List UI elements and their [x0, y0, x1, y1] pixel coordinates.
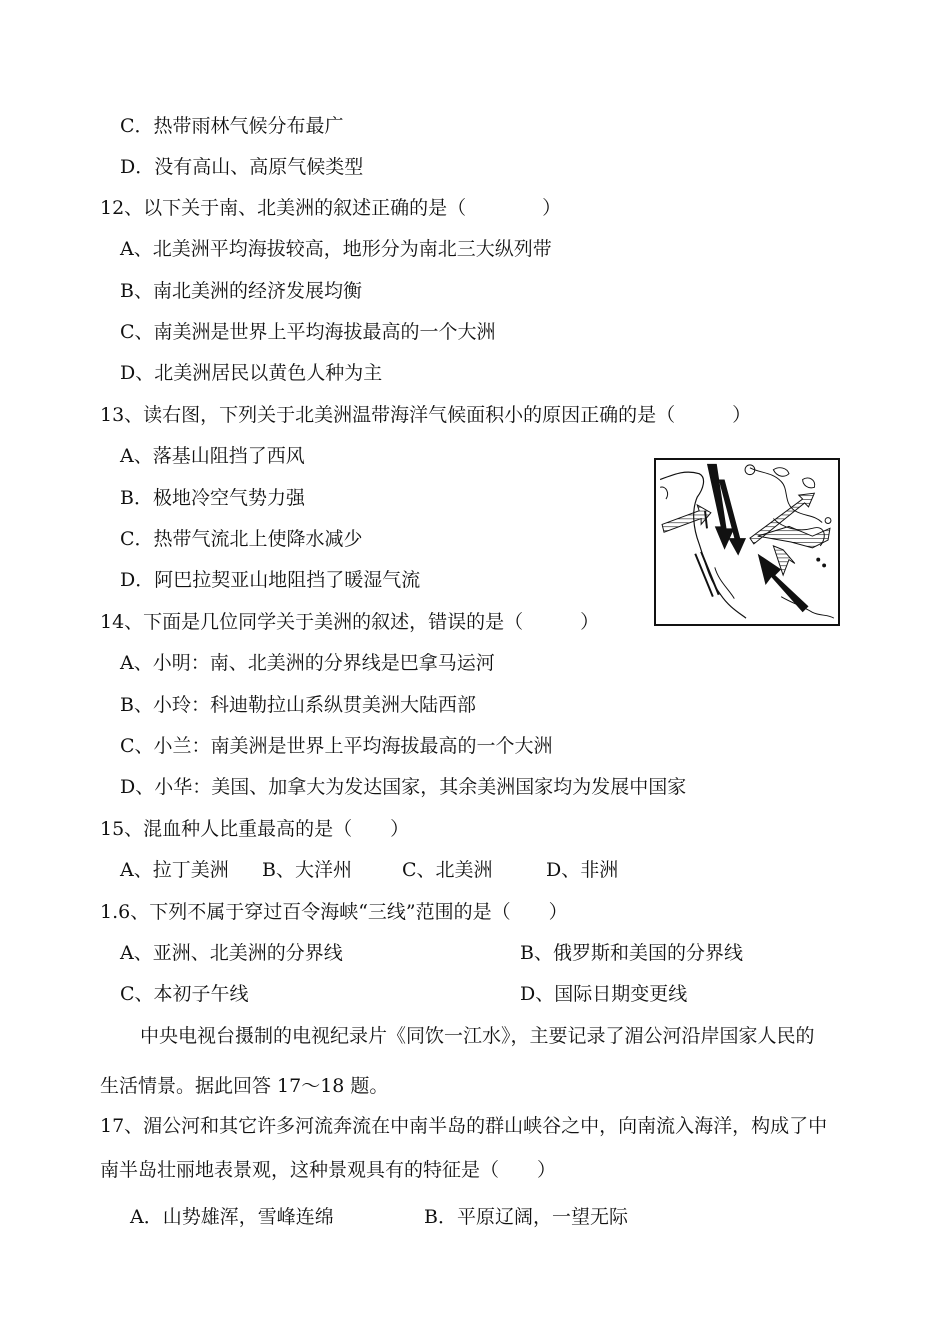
q16-option-b: B、俄罗斯和美国的分界线 — [520, 942, 743, 964]
q13-option-d: D．阿巴拉契亚山地阻挡了暖湿气流 — [120, 569, 421, 591]
q15-option-b: B、大洋州 — [262, 859, 352, 881]
q12-option-d: D、北美洲居民以黄色人种为主 — [120, 362, 383, 384]
q15-option-a: A、拉丁美洲 — [120, 859, 229, 881]
q15-option-c: C、北美洲 — [402, 859, 493, 881]
q13-stem: 13、读右图，下列关于北美洲温带海洋气候面积小的原因正确的是（ ） — [100, 404, 752, 426]
q12-option-b: B、南北美洲的经济发展均衡 — [120, 280, 362, 302]
q15-stem: 15、混血种人比重最高的是（ ） — [100, 818, 410, 840]
q16-option-a: A、亚洲、北美洲的分界线 — [120, 942, 343, 964]
q12-option-c: C、南美洲是世界上平均海拔最高的一个大洲 — [120, 321, 496, 343]
q14-option-d: D、小华：美国、加拿大为发达国家，其余美洲国家均为发展中国家 — [120, 776, 687, 798]
q11-option-c: C．热带雨林气候分布最广 — [120, 115, 344, 137]
q16-option-d: D、国际日期变更线 — [520, 983, 688, 1005]
q14-option-b: B、小玲：科迪勒拉山系纵贯美洲大陆西部 — [120, 694, 476, 716]
passage-line-1: 中央电视台摄制的电视纪录片《同饮一江水》，主要记录了湄公河沿岸国家人民的 — [140, 1025, 815, 1047]
q13-option-a: A、落基山阻挡了西风 — [120, 445, 305, 467]
north-america-climate-map — [654, 458, 840, 626]
q17-option-b: B．平原辽阔，一望无际 — [424, 1206, 628, 1228]
passage-line-2: 生活情景。据此回答 17～18 题。 — [100, 1075, 389, 1097]
q17-option-a: A．山势雄浑，雪峰连绵 — [130, 1206, 334, 1228]
q17-stem-line-1: 17、湄公河和其它许多河流奔流在中南半岛的群山峡谷之中，向南流入海洋，构成了中 — [100, 1115, 828, 1137]
q16-option-c: C、本初子午线 — [120, 983, 249, 1005]
q17-stem-line-2: 南半岛壮丽地表景观，这种景观具有的特征是（ ） — [100, 1159, 557, 1181]
q15-option-d: D、非洲 — [546, 859, 619, 881]
q14-option-a: A、小明：南、北美洲的分界线是巴拿马运河 — [120, 652, 495, 674]
q14-option-c: C、小兰：南美洲是世界上平均海拔最高的一个大洲 — [120, 735, 553, 757]
q13-option-c: C．热带气流北上使降水减少 — [120, 528, 363, 550]
q14-stem: 14、下面是几位同学关于美洲的叙述，错误的是（ ） — [100, 611, 600, 633]
q12-stem: 12、以下关于南、北美洲的叙述正确的是（ ） — [100, 197, 562, 219]
q16-stem: 1.6、下列不属于穿过百令海峡“三线”范围的是（ ） — [100, 901, 568, 923]
q13-option-b: B．极地冷空气势力强 — [120, 487, 305, 509]
q12-option-a: A、北美洲平均海拔较高，地形分为南北三大纵列带 — [120, 238, 552, 260]
q11-option-d: D．没有高山、高原气候类型 — [120, 156, 364, 178]
